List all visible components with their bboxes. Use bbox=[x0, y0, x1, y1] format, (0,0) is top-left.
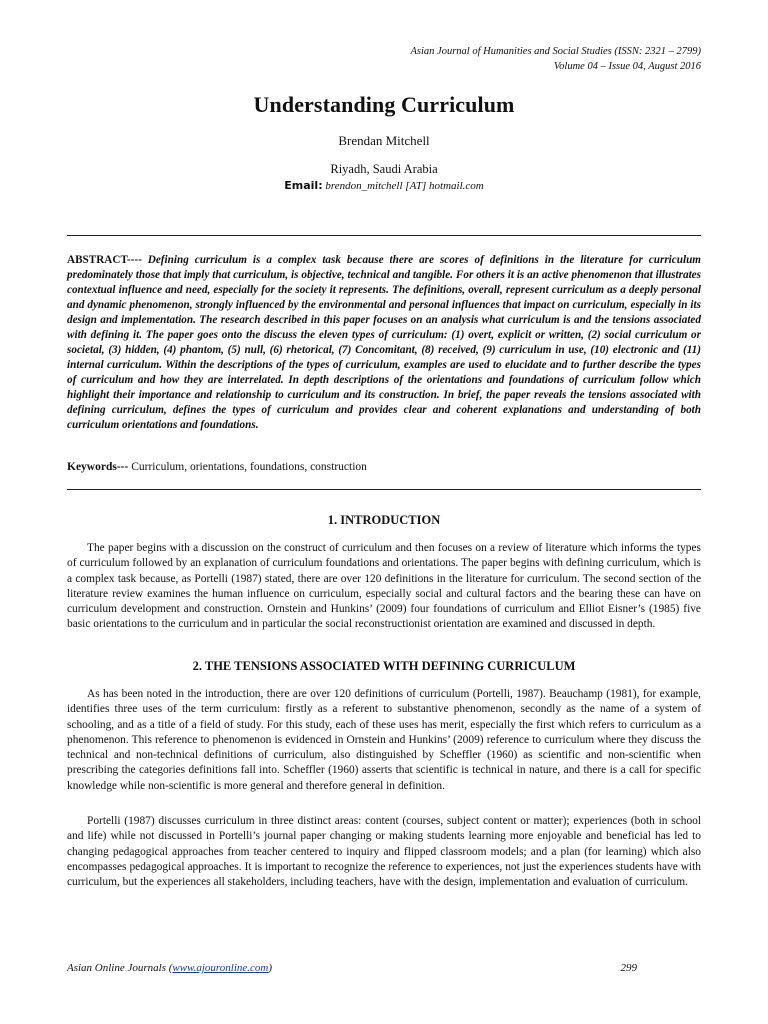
keywords-text: Curriculum, orientations, foundations, construction bbox=[131, 461, 367, 473]
email-value: brendon_mitchell [AT] hotmail.com bbox=[325, 180, 484, 192]
keywords bbox=[67, 461, 701, 473]
journal-volume-line: Volume 04 – Issue 04, August 2016 bbox=[553, 61, 701, 72]
author-email bbox=[0, 179, 768, 192]
journal-header bbox=[411, 44, 701, 74]
abstract bbox=[67, 253, 701, 433]
section-heading-tensions: 2. THE TENSIONS ASSOCIATED WITH DEFINING CURRICULUM bbox=[192, 659, 576, 673]
page-number: 299 bbox=[620, 962, 637, 974]
top-divider bbox=[67, 235, 701, 236]
author-affiliation: Riyadh, Saudi Arabia bbox=[330, 162, 438, 176]
abstract-label: ABSTRACT---- bbox=[67, 254, 142, 266]
introduction-paragraph: The paper begins with a discussion on the construct of curriculum and then focuses on a review of literature which informs the types of curriculum followed by an explanation of curriculum foundations and orientations. The paper begins with defining curriculum, which is a complex task because, as Portelli (1987) stated, there are over 120 definitions in the literature for curriculum. The second section of the literature review examines the human influence on curriculum, especially social and cultural factors and the bearing these can have on curriculum development and construction. Ornstein and Hunkins’ (2009) four foundations of curriculum and Elliot Eisner’s (1985) five basic orientations to the curriculum and in particular the social reconstructionist orientation are examined and discussed in depth. bbox=[67, 542, 701, 631]
author-name: Brendan Mitchell bbox=[338, 133, 430, 148]
keywords-label: Keywords--- bbox=[67, 461, 129, 473]
footer-journal bbox=[67, 962, 272, 974]
tensions-paragraph-1: As has been noted in the introduction, there are over 120 definitions of curriculum (Portelli, 1987). Beauchamp (1981), for example, identifies three uses of the term curriculum: firstly as a referent to substantive phenomenon, secondly as the name of a system of schooling, and as a title of a field of study. For this study, each of these uses has merit, especially the first which refers to curriculum as a phenomenon. This reference to phenomenon is evidenced in Ornstein and Hunkins’ (2009) reference to curriculum where they discuss the technical and non-technical definitions of curriculum, also distinguished by Scheffler (1960) as scientific and non-scientific when prescribing the categories definitions fall into. Scheffler (1960) asserts that scientific is technical in nature, and there is a call for specific knowledge while non-scientific is more general and therefore general in definition. bbox=[67, 688, 701, 792]
abstract-text: Defining curriculum is a complex task because there are scores of definitions in the literature for curriculum predominately those that imply that curriculum, is objective, technical and tangible. For others it is an active phenomenon that illustrates contextual influence and need, especially for the society it represents. The definitions, overall, represent curriculum as a deeply personal and dynamic phenomenon, strongly influenced by the environmental and personal influences that impact on curriculum, especially in its design and implementation. The research described in this paper focuses on an analysis what curriculum is and the tensions associated with defining it. The paper goes onto the discuss the eleven types of curriculum: (1) overt, explicit or written, (2) social curriculum or societal, (3) hidden, (4) phantom, (5) null, (6) rhetorical, (7) Concomitant, (8) received, (9) curriculum in use, (10) electronic and (11) internal curriculum. Within the descriptions of the types of curriculum, examples are used to elucidate and to further describe the types of curriculum and how they are interrelated. In depth descriptions of the orientations and foundations of curriculum follow which highlight their importance and relationship to curriculum and its construction. In brief, the paper reveals the tensions associated with defining curriculum, defines the types of curriculum and provides clear and coherent explanations and understanding of both curriculum orientations and foundations. bbox=[67, 254, 701, 431]
footer-journal-prefix: Asian Online Journals ( bbox=[67, 962, 173, 974]
section-heading-introduction: 1. INTRODUCTION bbox=[327, 513, 441, 527]
email-label: Email: bbox=[284, 179, 323, 192]
tensions-paragraph-2: Portelli (1987) discusses curriculum in three distinct areas: content (courses, subject content or matter); experiences (both in school and life) while not discussed in Portelli’s journal paper changing or making students learning more enjoyable and beneficial has led to changing pedagogical approaches from teacher centered to inquiry and flipped classroom models; and a plan (for learning) which also encompasses pedagogical approaches. It is important to recognize the reference to experiences, not just the experiences students have with curriculum, but the experiences all stakeholders, including teachers, have with the design, implementation and evaluation of curriculum. bbox=[67, 815, 701, 889]
footer-journal-suffix: ) bbox=[268, 962, 273, 974]
journal-title-line: Asian Journal of Humanities and Social Studies (ISSN: 2321 – 2799) bbox=[410, 46, 701, 57]
paper-title: Understanding Curriculum bbox=[253, 92, 515, 117]
abstract-divider bbox=[67, 489, 701, 490]
journal-website-link[interactable]: www.ajouronline.com bbox=[172, 962, 269, 974]
